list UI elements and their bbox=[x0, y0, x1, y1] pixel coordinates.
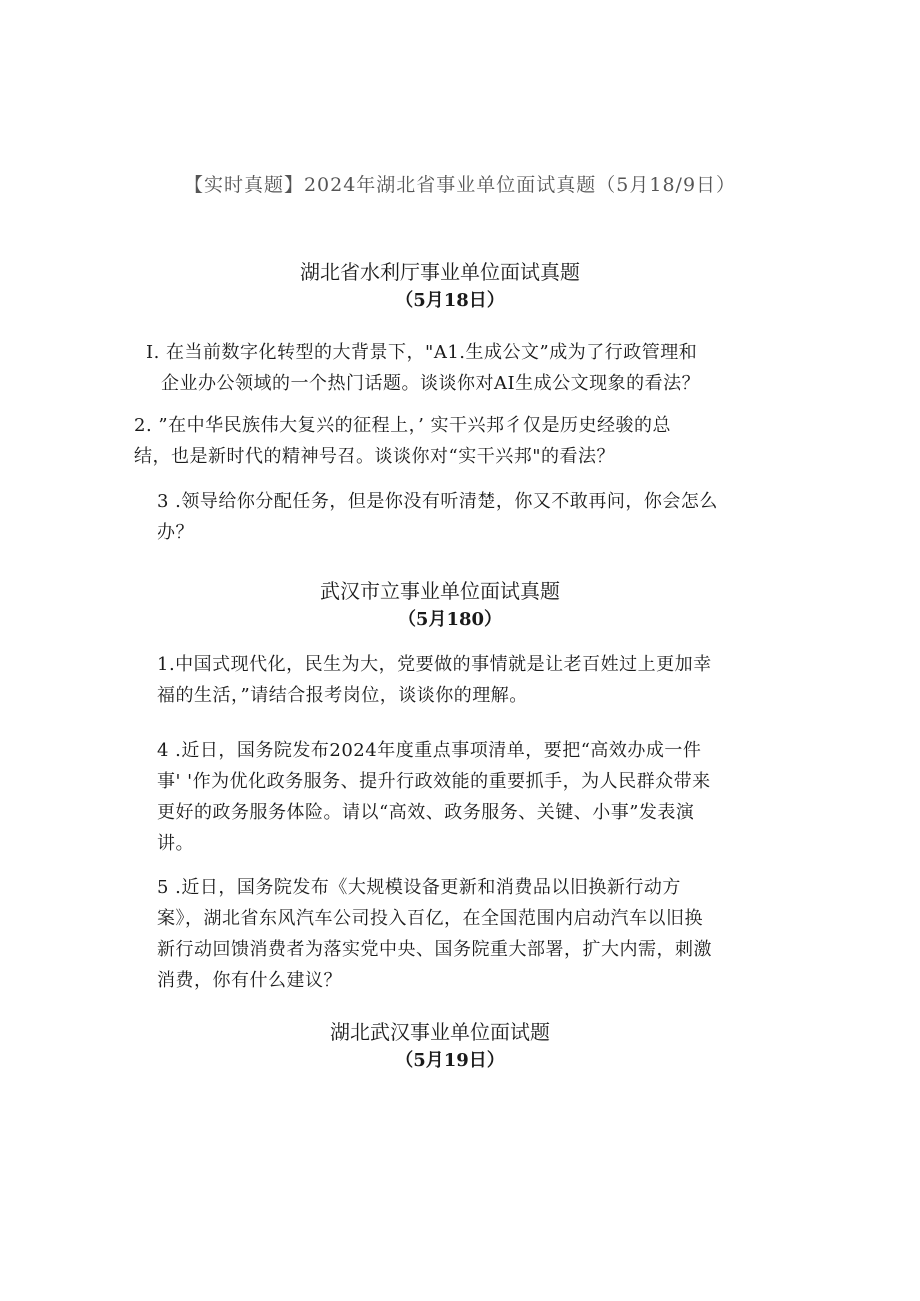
question-line: 4 .近日，国务院发布2024年度重点事项清单，要把“高效办成一件 bbox=[157, 740, 702, 761]
section-title-hubei-water: 湖北省水利厅事业单位面试真题 bbox=[300, 260, 580, 284]
question-line: 办？ bbox=[157, 522, 194, 543]
section-title-wuhan-city: 武汉市立事业单位面试真题 bbox=[320, 579, 560, 603]
question-line: 事' '作为优化政务服务、提升行政效能的重要抓手，为人民群众带来 bbox=[157, 771, 711, 792]
question-line: 5 .近日，国务院发布《大规模设备更新和消费品以旧换新行动方 bbox=[157, 877, 681, 898]
document-title: 【实时真题】2024年湖北省事业单位面试真题（5月18/9日） bbox=[183, 174, 737, 196]
question-line: 福的生活，”请结合报考岗位，谈谈你的理解。 bbox=[157, 685, 528, 706]
question-line: 结，也是新时代的精神号召。谈谈你对“实干兴邦"的看法？ bbox=[134, 446, 615, 467]
section-title-hubei-wuhan: 湖北武汉事业单位面试题 bbox=[330, 1020, 550, 1044]
section-date-wuhan-city: （5月180） bbox=[397, 609, 503, 630]
question-line: 新行动回馈消费者为落实党中央、国务院重大部署，扩大内需，刺激 bbox=[157, 939, 712, 960]
question-line: 3 .领导给你分配任务，但是你没有听清楚，你又不敢再问，你会怎么 bbox=[157, 491, 718, 512]
question-line: 案》，湖北省东风汽车公司投入百亿，在全国范围内启动汽车以旧换 bbox=[157, 908, 703, 929]
question-item bbox=[157, 486, 718, 548]
question-line: 企业办公领域的一个热门话题。谈谈你对AI生成公文现象的看法？ bbox=[161, 373, 701, 394]
question-line: 更好的政务服务体险。请以“高效、政务服务、关键、小事”发表演 bbox=[157, 802, 695, 823]
question-item bbox=[146, 337, 700, 399]
question-line: 2. ”在中华民族伟大复兴的征程上，’ 实干兴邦彳仅是历史经骏的总 bbox=[134, 415, 672, 436]
section-date-hubei-wuhan: （5月19日） bbox=[395, 1050, 505, 1071]
question-line: 讲。 bbox=[157, 833, 194, 854]
section-date-hubei-water: （5月18日） bbox=[395, 290, 505, 311]
question-item bbox=[134, 410, 671, 472]
question-line: 消费，你有什么建议？ bbox=[157, 970, 342, 991]
question-item bbox=[157, 872, 712, 996]
question-item bbox=[157, 735, 711, 859]
question-line: I. 在当前数字化转型的大背景下，"A1.生成公文”成为了行政管理和 bbox=[146, 342, 698, 363]
question-item bbox=[157, 649, 712, 711]
question-line: 1.中国式现代化，民生为大，党要做的事情就是让老百姓过上更加幸 bbox=[157, 654, 712, 675]
